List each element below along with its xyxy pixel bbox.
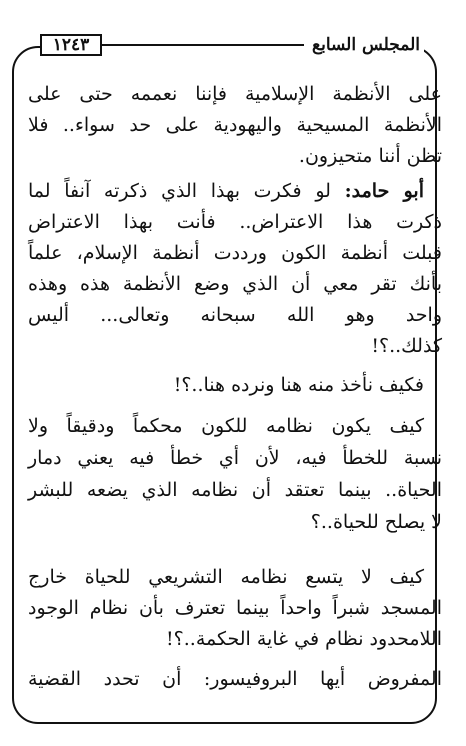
page-header [40, 34, 424, 60]
text-line: نسبة للخطأ فيه، لأن أي خطأ فيه يعني دمار [28, 447, 442, 469]
text-line: اللامحدود نظام في غاية الحكمة..؟! [166, 628, 442, 650]
text-line: المفروض أيها البروفيسور: أن تحدد القضية [28, 668, 442, 690]
text-line: واحد وهو الله سبحانه وتعالى... أليس [28, 304, 442, 326]
text-line: الحياة.. بينما تعتقد أن نظامه الذي يضعه للبشر [28, 479, 442, 501]
page-number: ١٢٤٣ [40, 34, 102, 56]
header-rule [102, 44, 304, 46]
text-line: فكيف نأخذ منه هنا ونرده هنا..؟! [173, 374, 424, 396]
text-line: قبلت أنظمة الكون ورددت أنظمة الإسلام، علماً [28, 242, 442, 264]
speaker-name: أبو حامد: [344, 180, 424, 202]
text-line: كذلك..؟! [371, 335, 442, 357]
chapter-title: المجلس السابع [308, 34, 424, 56]
text-line: لا يصلح للحياة..؟ [310, 511, 442, 533]
text-line [28, 176, 442, 206]
text-line: ذكرت هذا الاعتراض.. فأنت بهذا الاعتراض [28, 211, 442, 233]
text-line: بأنك تقر معي أن الذي وضع الأنظمة هذه وهذه [28, 273, 442, 295]
text-line: كيف لا يتسع نظامه التشريعي للحياة خارج [28, 566, 424, 588]
text-line: المسجد شبراً واحداً بينما تعترف بأن نظام الوجود [28, 597, 442, 619]
text-line: تظن أننا متحيزون. [298, 145, 442, 167]
text-line: الأنظمة المسيحية واليهودية على حد سواء.. فلا [28, 114, 442, 136]
text-line: كيف يكون نظامه للكون محكماً ودقيقاً ولا [28, 415, 424, 437]
text-span: لو فكرت بهذا الذي ذكرته آنفاً لما [28, 180, 331, 202]
text-line: على الأنظمة الإسلامية فإننا نعممه حتى على [28, 83, 442, 105]
